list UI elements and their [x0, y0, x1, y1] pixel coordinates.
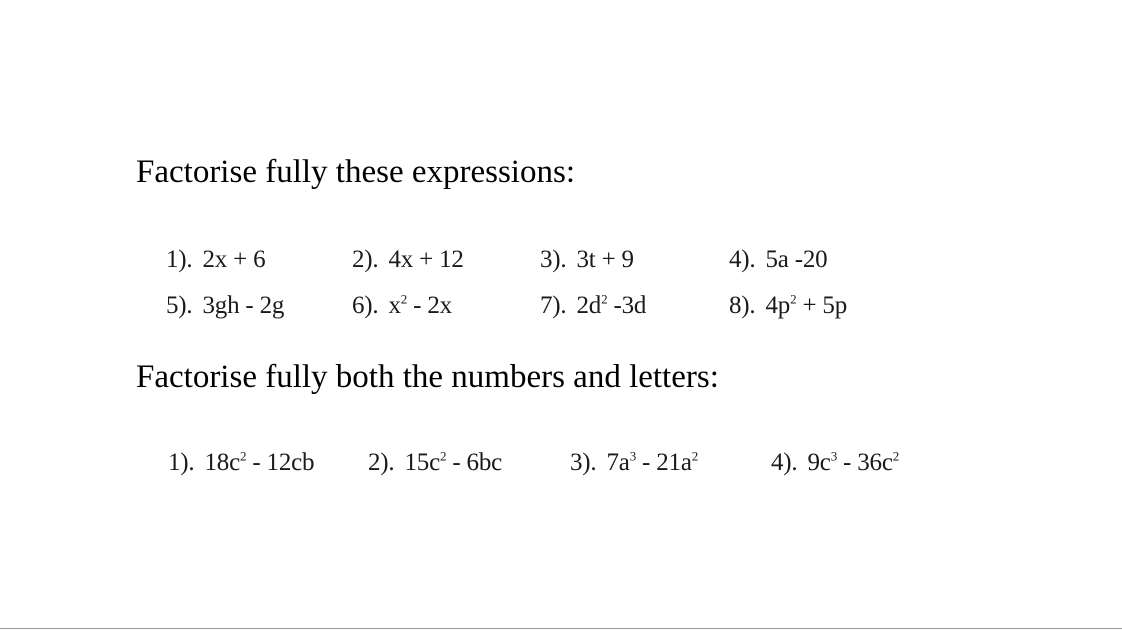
item-number: 4). [771, 449, 798, 476]
expr-rest: - 2x [407, 292, 452, 319]
exercise-item [729, 291, 847, 321]
item-number: 2). [368, 449, 395, 476]
expr-base: 4p [765, 292, 791, 319]
exercise-item [771, 448, 899, 478]
expr-exponent-2: 2 [691, 448, 699, 464]
item-expression [388, 292, 451, 319]
expr-exponent: 2 [790, 291, 797, 307]
item-number: 5). [166, 292, 193, 319]
item-expression [576, 292, 646, 319]
exercise-item [729, 245, 827, 275]
item-number: 1). [168, 449, 195, 476]
expr-rest: - 6bc [446, 449, 503, 476]
expr-rest: - 36c [837, 449, 893, 476]
expr-base: 9c [807, 449, 831, 476]
expr-base: x [388, 292, 401, 319]
item-expression: 3gh - 2g [202, 292, 285, 319]
expr-base: 7a [606, 449, 630, 476]
expr-exponent: 2 [439, 448, 447, 464]
item-expression [606, 449, 698, 476]
section-2-heading: Factorise fully both the numbers and letters: [136, 359, 719, 395]
bottom-divider [0, 628, 1122, 629]
item-number: 2). [352, 246, 379, 273]
item-number: 3). [570, 449, 597, 476]
exercise-item [352, 291, 452, 321]
expr-exponent-2: 2 [892, 448, 900, 464]
item-expression [204, 449, 314, 476]
exercise-item [352, 245, 464, 275]
item-number: 4). [729, 246, 756, 273]
exercise-item [540, 291, 646, 321]
exercise-item [540, 245, 634, 275]
item-number: 1). [166, 246, 193, 273]
expr-rest: - 21a [636, 449, 692, 476]
expr-exponent: 2 [400, 291, 408, 307]
exercise-item [166, 245, 265, 275]
expr-base: 15c [404, 449, 440, 476]
expr-rest: - 12cb [246, 449, 315, 476]
item-expression [765, 292, 847, 319]
expr-exponent: 2 [239, 448, 247, 464]
expr-exponent: 3 [830, 448, 837, 464]
expr-exponent: 3 [629, 448, 636, 464]
exercise-item [368, 448, 502, 478]
item-number: 7). [540, 292, 567, 319]
item-expression [404, 449, 502, 476]
item-number: 6). [352, 292, 379, 319]
item-expression: 3t + 9 [576, 246, 634, 273]
item-expression: 5a -20 [765, 246, 828, 273]
expr-rest: -3d [607, 292, 647, 319]
item-expression: 2x + 6 [202, 246, 266, 273]
exercise-item [166, 291, 284, 321]
expr-base: 2d [576, 292, 602, 319]
section-1-heading: Factorise fully these expressions: [136, 154, 575, 190]
exercise-item [570, 448, 698, 478]
exercise-item [168, 448, 314, 478]
item-number: 8). [729, 292, 756, 319]
item-expression [807, 449, 899, 476]
item-number: 3). [540, 246, 567, 273]
expr-rest: + 5p [796, 292, 848, 319]
item-expression: 4x + 12 [388, 246, 464, 273]
expr-exponent: 2 [601, 291, 608, 307]
expr-base: 18c [204, 449, 240, 476]
